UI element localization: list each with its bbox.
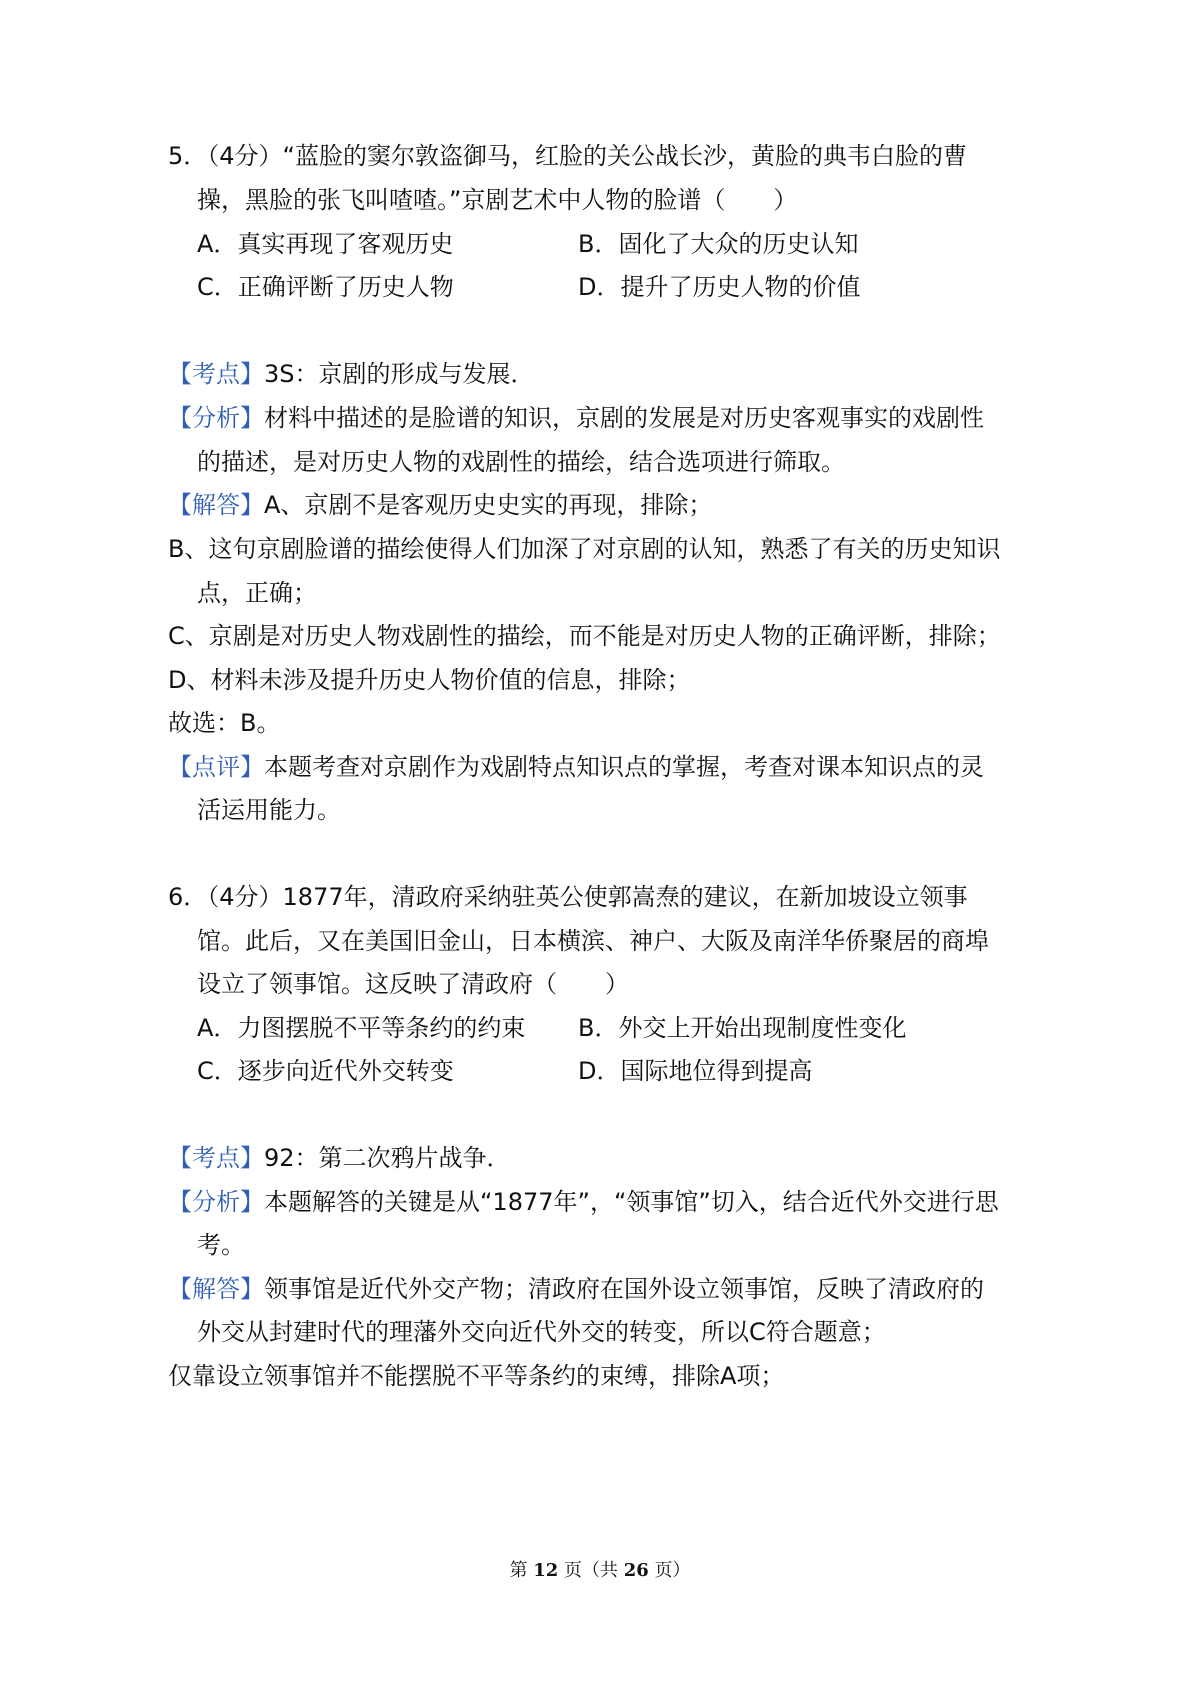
page-footer [0,1559,1200,1583]
q6-kaodian-text: 92：第二次鸦片战争． [264,1144,511,1172]
q6-kaodian-tag: 【考点】 [168,1144,264,1172]
q6-body-line-1: 仅靠设立领事馆并不能摆脱不平等条约的束缚，排除A项； [168,1362,785,1390]
footer-suffix: 页） [654,1560,691,1581]
q5-body-line-3: C、京剧是对历史人物戏剧性的描绘，而不能是对历史人物的正确评断，排除； [168,622,1001,650]
q6-option-b: B．外交上开始出现制度性变化 [578,1014,907,1042]
q5-dianping [168,751,984,783]
q5-dianping-text-1: 本题考查对京剧作为戏剧特点知识点的掌握，考查对课本知识点的灵 [264,753,984,781]
q5-jieda-tag: 【解答】 [168,491,264,519]
q5-stem-line-1: 5．（4分）“蓝脸的窦尔敦盗御马，红脸的关公战长沙，黄脸的典韦白脸的曹 [168,142,967,170]
q6-jieda [168,1273,984,1305]
q5-kaodian-text: 3S：京剧的形成与发展． [264,360,535,388]
q5-fenxi [168,402,984,434]
q5-body-line-1: B、这句京剧脸谱的描绘使得人们加深了对京剧的认知，熟悉了有关的历史知识 [168,535,1001,563]
q5-fenxi-tag: 【分析】 [168,404,264,432]
q5-body-line-4: D、材料未涉及提升历史人物价值的信息，排除； [168,666,691,694]
q6-fenxi-tag: 【分析】 [168,1188,264,1216]
q5-kaodian-tag: 【考点】 [168,360,264,388]
q5-jieda [168,489,712,521]
q6-jieda-text-2: 外交从封建时代的理藩外交向近代外交的转变，所以C符合题意； [197,1318,886,1346]
q5-stem-line-2: 操，黑脸的张飞叫喳喳。”京剧艺术中人物的脸谱（ ） [197,186,798,214]
footer-total-pages: 26 [623,1560,649,1581]
q6-option-a: A．力图摆脱不平等条约的约束 [197,1014,526,1042]
footer-middle: 页（共 [564,1560,618,1581]
q5-option-d: D．提升了历史人物的价值 [578,273,861,301]
q6-option-d: D．国际地位得到提高 [578,1057,813,1085]
q6-jieda-tag: 【解答】 [168,1275,264,1303]
q6-fenxi-text-2: 考。 [197,1231,245,1259]
q6-stem-line-2: 馆。此后，又在美国旧金山，日本横滨、神户、大阪及南洋华侨聚居的商埠 [197,927,989,955]
q5-kaodian [168,358,535,390]
q5-option-a: A．真实再现了客观历史 [197,230,454,258]
q5-body-line-2: 点，正确； [197,579,317,607]
q6-jieda-text-1: 领事馆是近代外交产物；清政府在国外设立领事馆，反映了清政府的 [264,1275,984,1303]
q5-dianping-text-2: 活运用能力。 [197,796,341,824]
q6-stem-line-1: 6．（4分）1877年，清政府采纳驻英公使郭嵩焘的建议，在新加坡设立领事 [168,883,968,911]
q6-fenxi-text-1: 本题解答的关键是从“1877年”，“领事馆”切入，结合近代外交进行思 [264,1188,999,1216]
q5-dianping-tag: 【点评】 [168,753,264,781]
footer-page-number: 12 [533,1560,559,1581]
q6-option-c: C．逐步向近代外交转变 [197,1057,454,1085]
q6-fenxi [168,1186,999,1218]
q5-fenxi-text-1: 材料中描述的是脸谱的知识，京剧的发展是对历史客观事实的戏剧性 [264,404,984,432]
q6-stem-line-3: 设立了领事馆。这反映了清政府（ ） [197,970,629,998]
footer-prefix: 第 [509,1560,528,1581]
q5-option-c: C．正确评断了历史人物 [197,273,454,301]
q6-kaodian [168,1142,511,1174]
q5-jieda-text-1: A、京剧不是客观历史史实的再现，排除； [264,491,713,519]
q5-option-b: B．固化了大众的历史认知 [578,230,859,258]
q5-answer: 故选：B。 [168,709,281,737]
q5-fenxi-text-2: 的描述，是对历史人物的戏剧性的描绘，结合选项进行筛取。 [197,448,845,476]
